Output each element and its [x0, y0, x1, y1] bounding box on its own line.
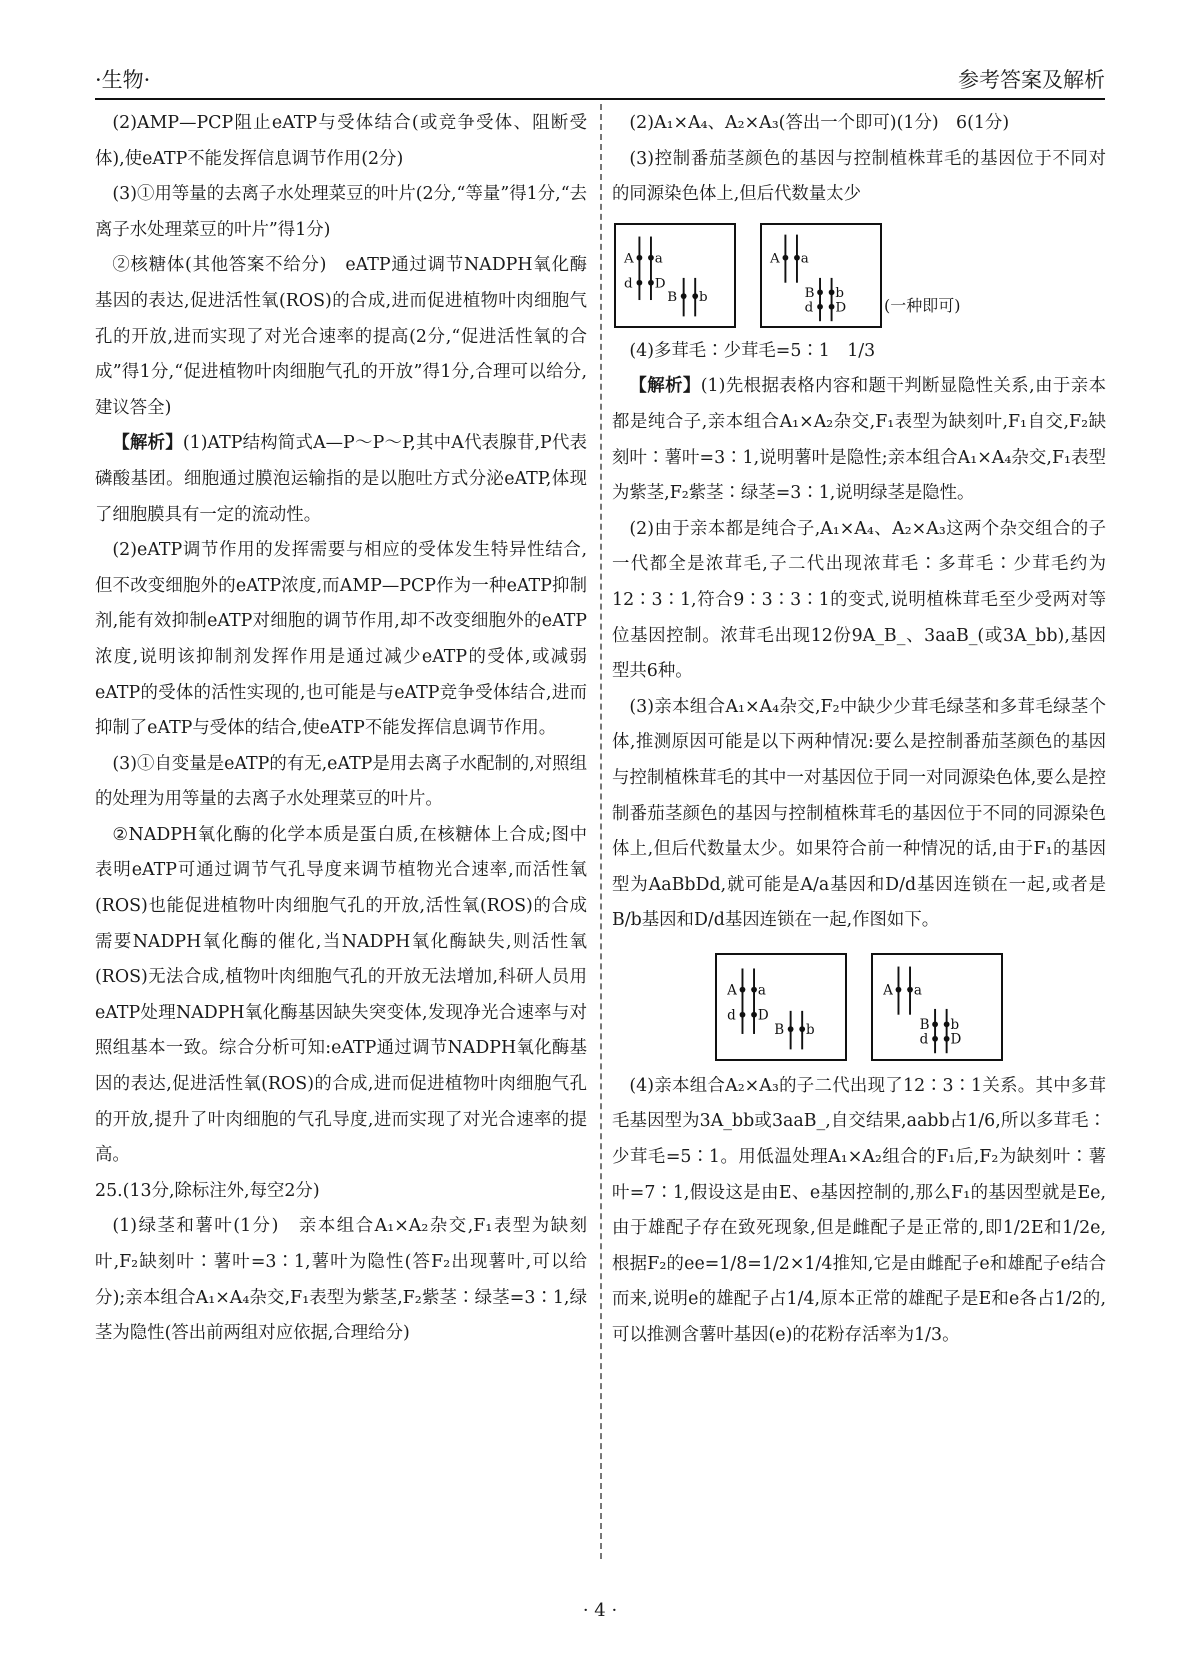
analysis-paragraph — [95, 426, 587, 533]
allele-label: D — [757, 1007, 769, 1024]
analysis-tag: 【解析】 — [629, 376, 701, 397]
section-header: 参考答案及解析 — [958, 68, 1105, 92]
page-number: · 4 · — [582, 1600, 618, 1621]
allele-label: d — [919, 1031, 929, 1048]
allele-label: A — [624, 251, 634, 267]
allele-label: a — [654, 251, 663, 267]
allele-label: B — [667, 289, 678, 305]
column-divider — [600, 104, 602, 1559]
allele-label: D — [654, 276, 666, 292]
allele-label: a — [800, 251, 809, 267]
allele-label: d — [804, 300, 814, 316]
chromosome-diagram-ad-linked — [614, 223, 736, 328]
allele-label: B — [919, 1017, 930, 1034]
allele-label: b — [950, 1017, 960, 1034]
allele-label: a — [757, 982, 766, 999]
analysis-paragraph: (2)由于亲本都是纯合子,A₁×A₄、A₂×A₃这两个杂交组合的子一代都全是浓茸毛,子二代出现浓茸毛∶多茸毛∶少茸毛约为12∶3∶1,符合9∶3∶3∶1的变式,说明植株茸毛至少受两对等位基因控制。浓茸毛出现12份9A_B_、3aaB_(或3A_bb),基因型共6种。 — [612, 518, 1106, 682]
allele-label: A — [770, 251, 780, 267]
left-column — [95, 106, 587, 1352]
allele-label: b — [835, 285, 845, 301]
allele-label: A — [883, 982, 893, 999]
analysis-paragraph: (3)①自变量是eATP的有无,eATP是用去离子水配制的,对照组的处理为用等量的去离子水处理菜豆的叶片。 — [95, 753, 587, 810]
answer-paragraph: (1)绿茎和薯叶(1分) 亲本组合A₁×A₂杂交,F₁表型为缺刻叶,F₂缺刻叶∶薯叶=3∶1,薯叶为隐性(答F₂出现薯叶,可以给分);亲本组合A₁×A₄杂交,F₁表型为紫茎,F₂紫茎∶绿茎=3∶1,绿茎为隐性(答出前两组对应依据,合理给分) — [95, 1216, 587, 1344]
analysis-paragraph: (2)eATP调节作用的发挥需要与相应的受体发生特异性结合,但不改变细胞外的eATP浓度,而AMP—PCP作为一种eATP抑制剂,能有效抑制eATP对细胞的调节作用,却不改变细胞外的eATP浓度,说明该抑制剂发挥作用是通过减少eATP的受体,或减弱eATP的受体的活性实现的,也可能是与eATP竞争受体结合,进而抑制了eATP与受体的结合,使eATP不能发挥信息调节作用。 — [95, 540, 587, 739]
analysis-paragraph: (4)亲本组合A₂×A₃的子二代出现了12∶3∶1关系。其中多茸毛基因型为3A_bb或3aaB_,自交结果,aabb占1/6,所以多茸毛∶少茸毛=5∶1。用低温处理A₁×A₂组合的F₁后,F₂为缺刻叶∶薯叶=7∶1,假设这是由E、e基因控制的,那么F₁的基因型就是Ee,由于雄配子存在致死现象,但是雌配子是正常的,即1/2E和1/2e,根据F₂的ee=1/8=1/2×1/4推知,它是由雌配子e和雄配子e结合而来,说明e的雄配子占1/4,原本正常的雄配子是E和e各占1/2的,可以推测含薯叶基因(e)的花粉存活率为1/3。 — [612, 1075, 1106, 1346]
right-column — [612, 106, 1106, 1354]
answer-paragraph: (4)多茸毛∶少茸毛=5∶1 1/3 — [629, 340, 876, 361]
answer-paragraph: (3)控制番茄茎颜色的基因与控制植株茸毛的基因位于不同对的同源染色体上,但后代数量太少 — [612, 148, 1106, 205]
analysis-paragraph: (3)亲本组合A₁×A₄杂交,F₂中缺少少茸毛绿茎和多茸毛绿茎个体,推测原因可能是以下两种情况:要么是控制番茄茎颜色的基因与控制植株茸毛的其中一对基因位于同一对同源染色体,要么是控制番茄茎颜色的基因与控制植株茸毛的基因位于不同的同源染色体上,但后代数量太少。如果符合前一种情况的话,由于F₁的基因型为AaBbDd,就可能是A/a基因和D/d基因连锁在一起,或者是B/b基因和D/d基因连锁在一起,作图如下。 — [612, 696, 1106, 931]
analysis-paragraph — [612, 369, 1106, 511]
allele-label: D — [950, 1031, 962, 1048]
analysis-text: (1)先根据表格内容和题干判断显隐性关系,由于亲本都是纯合子,亲本组合A₁×A₂杂交,F₁表型为缺刻叶,F₁自交,F₂缺刻叶∶薯叶=3∶1,说明薯叶是隐性;亲本组合A₁×A₄杂交,F₁表型为紫茎,F₂紫茎∶绿茎=3∶1,说明绿茎是隐性。 — [612, 376, 1106, 504]
allele-label: B — [804, 285, 815, 301]
allele-label: d — [624, 276, 633, 292]
chromosome-diagram-ad-linked — [715, 953, 847, 1061]
analysis-tag: 【解析】 — [112, 433, 183, 454]
subject-header: ·生物· — [95, 68, 151, 92]
diagram-note: (一种即可) — [884, 296, 961, 316]
answer-paragraph: (2)A₁×A₄、A₂×A₃(答出一个即可)(1分) 6(1分) — [629, 113, 1010, 133]
allele-label: B — [774, 1021, 785, 1038]
answer-paragraph: ②核糖体(其他答案不给分) eATP通过调节NADPH氧化酶基因的表达,促进活性氧(ROS)的合成,进而促进植物叶肉细胞气孔的开放,进而实现了对光合速率的提高(2分,“促进活性氧的合成”得1分,“促进植物叶肉细胞气孔的开放”得1分,合理可以给分,建议答全) — [95, 255, 587, 418]
question-heading: 25.(13分,除标注外,每空2分) — [95, 1180, 320, 1201]
answer-paragraph: (3)①用等量的去离子水处理菜豆的叶片(2分,“等量”得1分,“去离子水处理菜豆的叶片”得1分) — [95, 184, 587, 240]
allele-label: A — [727, 982, 737, 999]
allele-label: D — [835, 300, 847, 316]
allele-label: b — [699, 289, 708, 305]
chromosome-diagram-bd-linked — [760, 223, 882, 328]
allele-label: a — [913, 982, 922, 999]
answer-paragraph: (2)AMP—PCP阻止eATP与受体结合(或竞争受体、阻断受体),使eATP不能发挥信息调节作用(2分) — [95, 113, 587, 169]
chromosome-diagram-answer — [614, 223, 1106, 328]
allele-label: b — [806, 1021, 815, 1038]
chromosome-diagram-bd-linked — [871, 953, 1003, 1061]
analysis-text: (1)ATP结构简式A—P～P～P,其中A代表腺苷,P代表磷酸基团。细胞通过膜泡运输指的是以胞吐方式分泌eATP,体现了细胞膜具有一定的流动性。 — [95, 433, 587, 525]
allele-label: d — [727, 1007, 736, 1024]
analysis-paragraph: ②NADPH氧化酶的化学本质是蛋白质,在核糖体上合成;图中表明eATP可通过调节气孔导度来调节植物光合速率,而活性氧(ROS)也能促进植物叶肉细胞气孔的开放,活性氧(ROS)的合成需要NADPH氧化酶的催化,当NADPH氧化酶缺失,则活性氧(ROS)无法合成,植物叶肉细胞气孔的开放无法增加,科研人员用eATP处理NADPH氧化酶基因缺失突变体,发现净光合速率与对照组基本一致。综合分析可知:eATP通过调节NADPH氧化酶基因的表达,促进活性氧(ROS)的合成,进而促进植物叶肉细胞气孔的开放,提升了叶肉细胞的气孔导度,进而实现了对光合速率的提高。 — [95, 824, 587, 1166]
header-divider — [95, 98, 1105, 100]
chromosome-diagram-analysis — [612, 953, 1106, 1061]
